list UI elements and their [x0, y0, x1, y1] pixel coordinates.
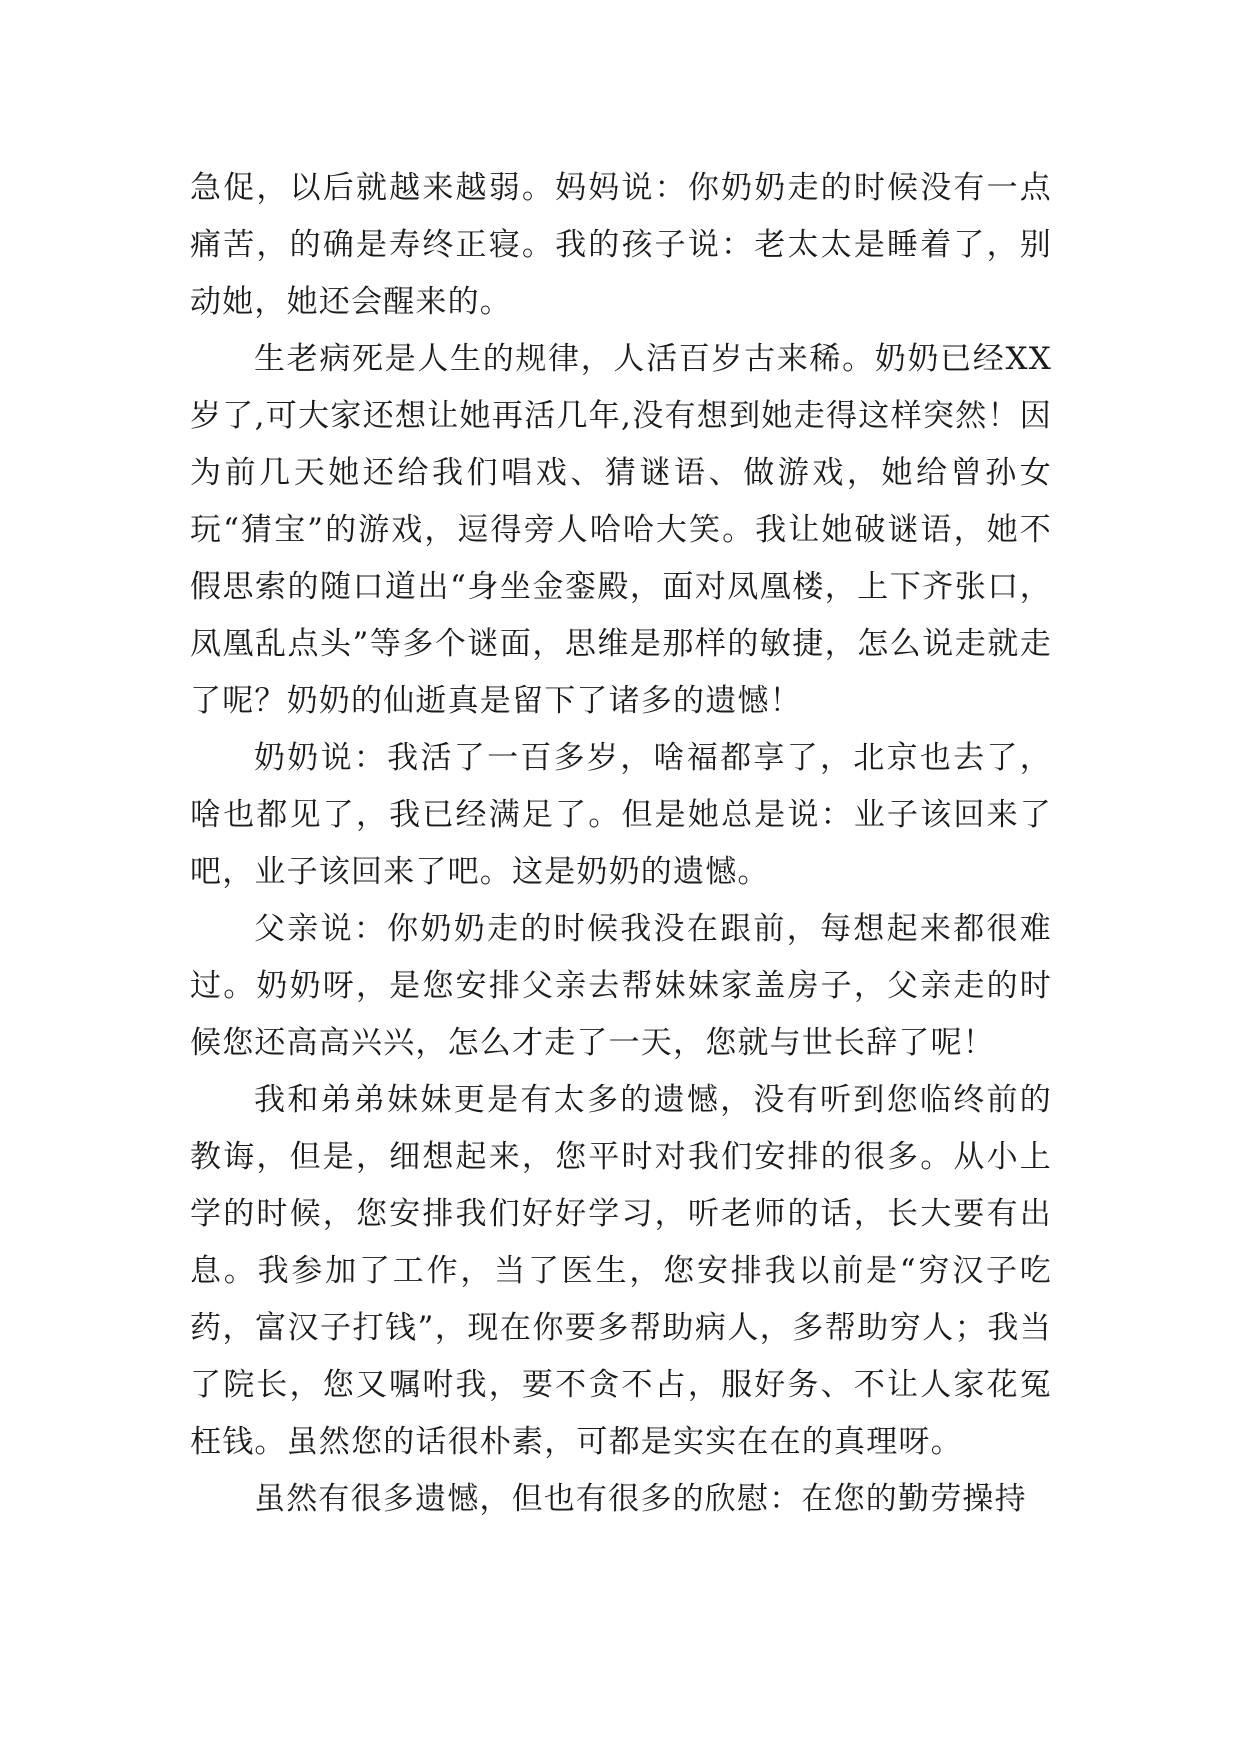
paragraph-6: 虽然有很多遗憾，但也有很多的欣慰：在您的勤劳操持 — [254, 1481, 1027, 1517]
paragraph-3: 奶奶说：我活了一百多岁，啥福都享了，北京也去了，啥也都见了，我已经满足了。但是她总是说：业子该回来了吧，业子该回来了吧。这是奶奶的遗憾。 — [190, 740, 1052, 890]
paragraph-5: 我和弟弟妹妹更是有太多的遗憾，没有听到您临终前的教诲，但是，细想起来，您平时对我们安排的很多。从小上学的时候，您安排我们好好学习，听老师的话，长大要有出息。我参加了工作，当了医生，您安排我以前是“穷汉子吃药，富汉子打钱”，现在你要多帮助病人，多帮助穷人；我当了院长，您又嘱咐我，要不贪不占，服好务、不让人家花冤枉钱。虽然您的话很朴素，可都是实实在在的真理呀。 — [190, 1082, 1052, 1460]
paragraph-4: 父亲说：你奶奶走的时候我没在跟前，每想起来都很难过。奶奶呀，是您安排父亲去帮妹妹家盖房子，父亲走的时候您还高高兴兴，怎么才走了一天，您就与世长辞了呢！ — [190, 911, 1052, 1061]
paragraph-2: 生老病死是人生的规律，人活百岁古来稀。奶奶已经XX岁了,可大家还想让她再活几年,没有想到她走得这样突然！因为前几天她还给我们唱戏、猜谜语、做游戏，她给曾孙女玩“猜宝”的游戏，逗得旁人哈哈大笑。我让她破谜语，她不假思索的随口道出“身坐金銮殿，面对凤凰楼，上下齐张口，凤凰乱点头”等多个谜面，思维是那样的敏捷，怎么说走就走了呢？奶奶的仙逝真是留下了诸多的遗憾！ — [190, 341, 1052, 719]
document-body — [190, 160, 1052, 1528]
paragraph-1: 急促，以后就越来越弱。妈妈说：你奶奶走的时候没有一点痛苦，的确是寿终正寝。我的孩子说：老太太是睡着了，别动她，她还会醒来的。 — [190, 170, 1052, 320]
